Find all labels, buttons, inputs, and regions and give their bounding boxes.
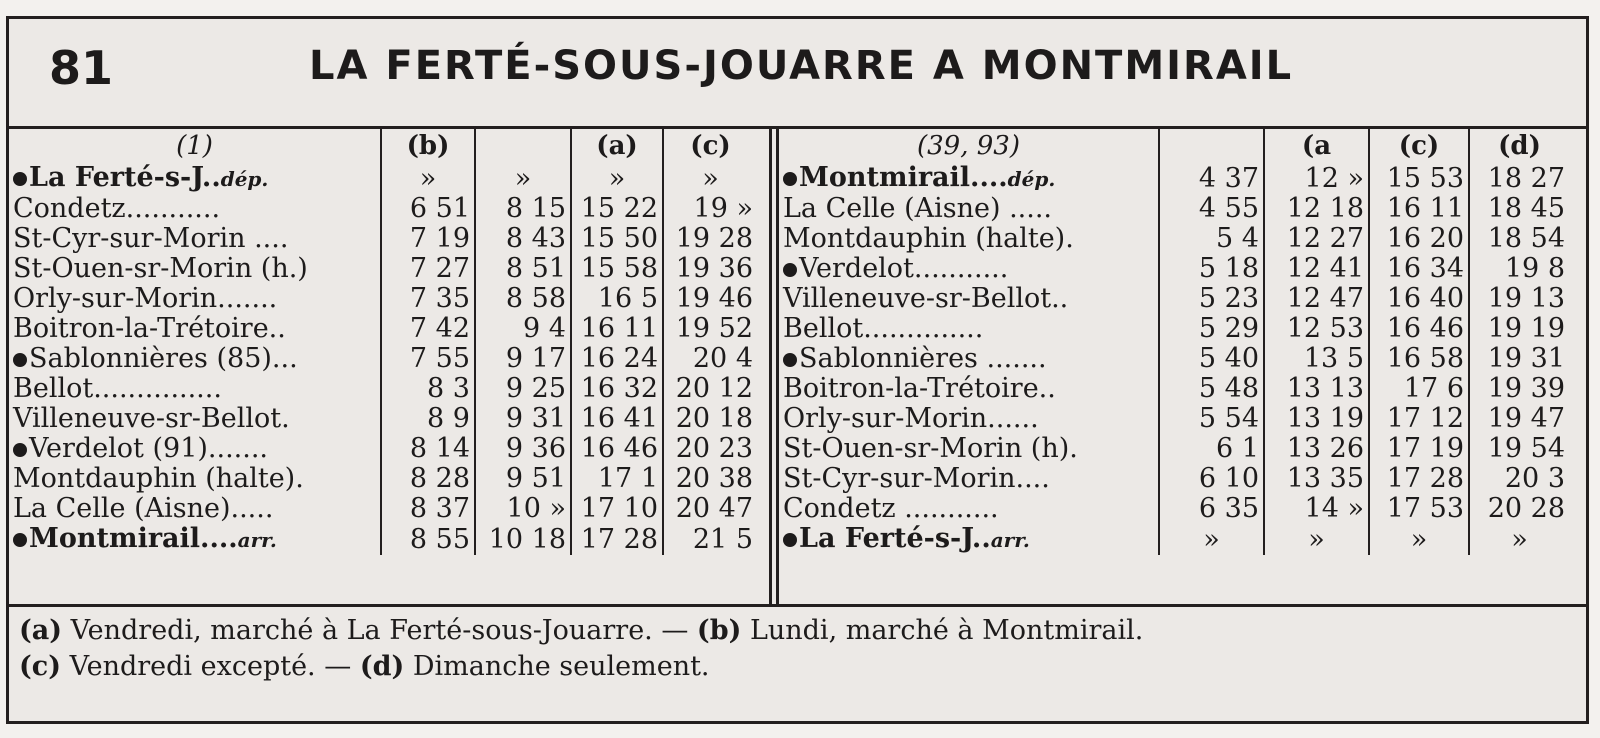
station-cell — [779, 284, 1159, 314]
time-cell: 17 1 — [571, 464, 663, 494]
time-cell: 12 » — [1264, 163, 1369, 194]
left-col-header: (b) — [381, 129, 475, 163]
main-station-bullet-icon — [783, 263, 797, 277]
station-suffix: dép. — [220, 167, 269, 191]
station-cell — [9, 434, 381, 464]
station-name: Bellot.............. — [783, 314, 984, 344]
footnote-text-a: Vendredi, marché à La Ferté-sous-Jouarre. — — [62, 615, 697, 646]
station-name: Villeneuve-sr-Bellot. — [13, 404, 290, 434]
time-cell: 15 50 — [571, 224, 663, 254]
station-name: Verdelot........... — [799, 254, 1009, 284]
time-cell: 12 47 — [1264, 284, 1369, 314]
time-cell: 19 52 — [663, 314, 757, 344]
time-cell: 19 28 — [663, 224, 757, 254]
table-row — [9, 194, 757, 224]
station-cell — [9, 163, 381, 194]
time-cell: 18 54 — [1469, 224, 1569, 254]
footnote-text-c: Vendredi excepté. — — [61, 651, 360, 682]
time-cell: 15 53 — [1369, 163, 1469, 194]
time-cell: 13 19 — [1264, 404, 1369, 434]
time-cell: 17 10 — [571, 494, 663, 524]
footnotes — [19, 613, 1579, 685]
main-station-bullet-icon — [783, 533, 797, 547]
station-name: Montdauphin (halte). — [783, 224, 1074, 254]
table-row — [779, 404, 1569, 434]
station-name: St-Ouen-sr-Morin (h). — [783, 434, 1078, 464]
table-row — [9, 284, 757, 314]
column-divider — [769, 129, 779, 604]
station-name: Sablonnières ....... — [799, 344, 1047, 374]
time-cell: 17 12 — [1369, 404, 1469, 434]
time-cell: 8 15 — [475, 194, 571, 224]
time-cell: 16 11 — [571, 314, 663, 344]
station-name: Orly-sur-Morin...... — [783, 404, 1039, 434]
station-name: Boitron-la-Trétoire.. — [783, 374, 1056, 404]
time-cell: 16 40 — [1369, 284, 1469, 314]
time-cell: 6 51 — [381, 194, 475, 224]
time-cell: 10 » — [475, 494, 571, 524]
station-cell — [9, 464, 381, 494]
time-cell: 6 10 — [1159, 464, 1264, 494]
station-name: La Celle (Aisne) ..... — [783, 194, 1052, 224]
table-row — [779, 494, 1569, 524]
station-suffix: arr. — [237, 528, 277, 552]
table-row — [779, 224, 1569, 254]
time-cell: 7 27 — [381, 254, 475, 284]
time-cell: 20 12 — [663, 374, 757, 404]
time-cell: 8 51 — [475, 254, 571, 284]
time-cell: 5 29 — [1159, 314, 1264, 344]
time-cell: 20 38 — [663, 464, 757, 494]
time-cell: 9 25 — [475, 374, 571, 404]
station-name: Montdauphin (halte). — [13, 464, 304, 494]
footnote-text-d: Dimanche seulement. — [404, 651, 710, 682]
main-station-bullet-icon — [13, 533, 27, 547]
station-cell — [9, 224, 381, 254]
time-cell: 8 37 — [381, 494, 475, 524]
station-name: Verdelot (91)....... — [29, 434, 268, 464]
time-cell: 19 47 — [1469, 404, 1569, 434]
time-cell: 19 8 — [1469, 254, 1569, 284]
time-cell: 20 4 — [663, 344, 757, 374]
station-name: Bellot............... — [13, 374, 222, 404]
time-cell: 21 5 — [663, 524, 757, 555]
station-cell — [9, 374, 381, 404]
right-ref: (39, 93) — [917, 131, 1020, 161]
table-row — [779, 314, 1569, 344]
timetable-page — [6, 16, 1589, 724]
time-cell: 16 20 — [1369, 224, 1469, 254]
table-row — [779, 464, 1569, 494]
left-col-header: (a) — [571, 129, 663, 163]
time-cell: 18 45 — [1469, 194, 1569, 224]
footnote-key-c: (c) — [19, 651, 61, 682]
footnote-key-a: (a) — [19, 615, 63, 646]
time-cell: 19 31 — [1469, 344, 1569, 374]
main-station-bullet-icon — [783, 353, 797, 367]
table-row — [9, 464, 757, 494]
time-cell: 15 22 — [571, 194, 663, 224]
time-cell: 5 18 — [1159, 254, 1264, 284]
left-col-header: (c) — [663, 129, 757, 163]
time-cell: » — [381, 163, 475, 194]
time-cell: » — [1469, 524, 1569, 555]
time-cell: 19 54 — [1469, 434, 1569, 464]
time-cell: » — [1264, 524, 1369, 555]
table-row — [9, 163, 757, 194]
station-name: Villeneuve-sr-Bellot.. — [783, 284, 1069, 314]
main-station-bullet-icon — [783, 172, 797, 186]
time-cell: 4 55 — [1159, 194, 1264, 224]
table-row — [9, 224, 757, 254]
time-cell: 12 41 — [1264, 254, 1369, 284]
time-cell: 19 46 — [663, 284, 757, 314]
time-cell: 9 4 — [475, 314, 571, 344]
time-cell: 16 11 — [1369, 194, 1469, 224]
time-cell: 9 31 — [475, 404, 571, 434]
left-table — [9, 129, 757, 555]
station-name: Condetz........... — [13, 194, 221, 224]
time-cell: 20 28 — [1469, 494, 1569, 524]
time-cell: 7 55 — [381, 344, 475, 374]
table-row — [9, 494, 757, 524]
time-cell: 16 58 — [1369, 344, 1469, 374]
footnote-key-b: (b) — [696, 615, 742, 646]
table-row — [779, 194, 1569, 224]
timetable-header — [9, 19, 1586, 129]
table-row — [9, 524, 757, 555]
time-cell: 16 34 — [1369, 254, 1469, 284]
footnote-line-1 — [19, 613, 1579, 649]
right-col-header: (c) — [1369, 129, 1469, 163]
station-cell — [9, 314, 381, 344]
footnote-key-d: (d) — [359, 651, 405, 682]
table-row — [779, 434, 1569, 464]
time-cell: 19 36 — [663, 254, 757, 284]
station-cell — [9, 494, 381, 524]
time-cell: 8 43 — [475, 224, 571, 254]
station-name: Boitron-la-Trétoire.. — [13, 314, 286, 344]
table-row — [9, 404, 757, 434]
time-cell: 13 26 — [1264, 434, 1369, 464]
time-cell: 16 46 — [1369, 314, 1469, 344]
station-cell — [779, 163, 1159, 194]
time-cell: 7 19 — [381, 224, 475, 254]
station-cell — [779, 254, 1159, 284]
time-cell: » — [571, 163, 663, 194]
station-cell — [779, 434, 1159, 464]
station-cell — [779, 314, 1159, 344]
station-name: Sablonnières (85)... — [29, 344, 298, 374]
time-cell: 12 18 — [1264, 194, 1369, 224]
time-cell: 16 46 — [571, 434, 663, 464]
left-col-header — [475, 129, 571, 163]
main-station-bullet-icon — [13, 353, 27, 367]
time-cell: 16 24 — [571, 344, 663, 374]
station-name: Montmirail.... — [29, 524, 238, 554]
station-cell — [779, 344, 1159, 374]
time-cell: 13 5 — [1264, 344, 1369, 374]
right-col-header — [1159, 129, 1264, 163]
time-cell: 5 54 — [1159, 404, 1264, 434]
footnote-text-b: Lundi, marché à Montmirail. — [741, 615, 1144, 646]
table-row — [9, 344, 757, 374]
station-cell — [779, 404, 1159, 434]
table-row — [9, 434, 757, 464]
station-suffix: dép. — [1007, 167, 1056, 191]
time-cell: 5 4 — [1159, 224, 1264, 254]
time-cell: 16 5 — [571, 284, 663, 314]
time-cell: 20 47 — [663, 494, 757, 524]
time-cell: 8 58 — [475, 284, 571, 314]
station-cell — [9, 404, 381, 434]
time-cell: 19 13 — [1469, 284, 1569, 314]
time-cell: 20 23 — [663, 434, 757, 464]
station-name: St-Cyr-sur-Morin.... — [783, 464, 1050, 494]
right-col-header: (a — [1264, 129, 1369, 163]
time-cell: 16 32 — [571, 374, 663, 404]
time-cell: 5 40 — [1159, 344, 1264, 374]
footnote-line-2 — [19, 649, 1579, 685]
station-name: Orly-sur-Morin....... — [13, 284, 278, 314]
station-name: Condetz ........... — [783, 494, 999, 524]
station-cell — [9, 194, 381, 224]
time-cell: » — [1369, 524, 1469, 555]
timetable-title: LA FERTÉ-SOUS-JOUARRE A MONTMIRAIL — [309, 43, 1294, 89]
station-name: La Ferté-s-J.. — [29, 163, 221, 193]
time-cell: 10 18 — [475, 524, 571, 555]
right-col-header: (d) — [1469, 129, 1569, 163]
time-cell: 5 23 — [1159, 284, 1264, 314]
time-cell: 15 58 — [571, 254, 663, 284]
station-cell — [779, 524, 1159, 555]
table-row — [779, 163, 1569, 194]
time-cell: 9 17 — [475, 344, 571, 374]
table-row — [779, 524, 1569, 555]
time-cell: 7 35 — [381, 284, 475, 314]
station-name: La Celle (Aisne)..... — [13, 494, 274, 524]
time-cell: 9 51 — [475, 464, 571, 494]
left-timetable — [9, 129, 769, 604]
time-cell: » — [1159, 524, 1264, 555]
station-suffix: arr. — [990, 528, 1030, 552]
time-cell: » — [475, 163, 571, 194]
time-cell: 13 35 — [1264, 464, 1369, 494]
main-station-bullet-icon — [13, 443, 27, 457]
station-name: La Ferté-s-J.. — [799, 524, 991, 554]
table-row — [779, 374, 1569, 404]
time-cell: 8 55 — [381, 524, 475, 555]
time-cell: 9 36 — [475, 434, 571, 464]
station-name: St-Cyr-sur-Morin .... — [13, 224, 289, 254]
time-cell: 17 19 — [1369, 434, 1469, 464]
station-cell — [779, 224, 1159, 254]
time-cell: 8 28 — [381, 464, 475, 494]
time-cell: 4 37 — [1159, 163, 1264, 194]
time-cell: 6 1 — [1159, 434, 1264, 464]
time-cell: 8 14 — [381, 434, 475, 464]
time-cell: 12 53 — [1264, 314, 1369, 344]
time-cell: 5 48 — [1159, 374, 1264, 404]
station-cell — [9, 344, 381, 374]
time-cell: 6 35 — [1159, 494, 1264, 524]
station-name: St-Ouen-sr-Morin (h.) — [13, 254, 308, 284]
table-row — [779, 344, 1569, 374]
station-cell — [9, 284, 381, 314]
left-ref: (1) — [176, 131, 213, 161]
station-cell — [779, 464, 1159, 494]
time-cell: 17 6 — [1369, 374, 1469, 404]
time-cell: » — [663, 163, 757, 194]
right-table — [779, 129, 1569, 555]
time-cell: 19 19 — [1469, 314, 1569, 344]
table-row — [779, 254, 1569, 284]
station-cell — [779, 494, 1159, 524]
time-cell: 16 41 — [571, 404, 663, 434]
main-station-bullet-icon — [13, 172, 27, 186]
time-cell: 12 27 — [1264, 224, 1369, 254]
timetable-body — [9, 129, 1586, 607]
time-cell: 18 27 — [1469, 163, 1569, 194]
station-cell — [9, 254, 381, 284]
station-cell — [9, 524, 381, 555]
station-cell — [779, 194, 1159, 224]
timetable-number: 81 — [49, 41, 114, 95]
time-cell: 17 28 — [571, 524, 663, 555]
station-cell — [779, 374, 1159, 404]
time-cell: 13 13 — [1264, 374, 1369, 404]
time-cell: 19 » — [663, 194, 757, 224]
time-cell: 8 9 — [381, 404, 475, 434]
table-row — [9, 314, 757, 344]
table-row — [9, 254, 757, 284]
time-cell: 7 42 — [381, 314, 475, 344]
time-cell: 17 28 — [1369, 464, 1469, 494]
time-cell: 17 53 — [1369, 494, 1469, 524]
table-row — [9, 374, 757, 404]
time-cell: 20 18 — [663, 404, 757, 434]
table-row — [779, 284, 1569, 314]
time-cell: 19 39 — [1469, 374, 1569, 404]
time-cell: 14 » — [1264, 494, 1369, 524]
time-cell: 20 3 — [1469, 464, 1569, 494]
right-timetable — [779, 129, 1586, 604]
time-cell: 8 3 — [381, 374, 475, 404]
station-name: Montmirail.... — [799, 163, 1008, 193]
